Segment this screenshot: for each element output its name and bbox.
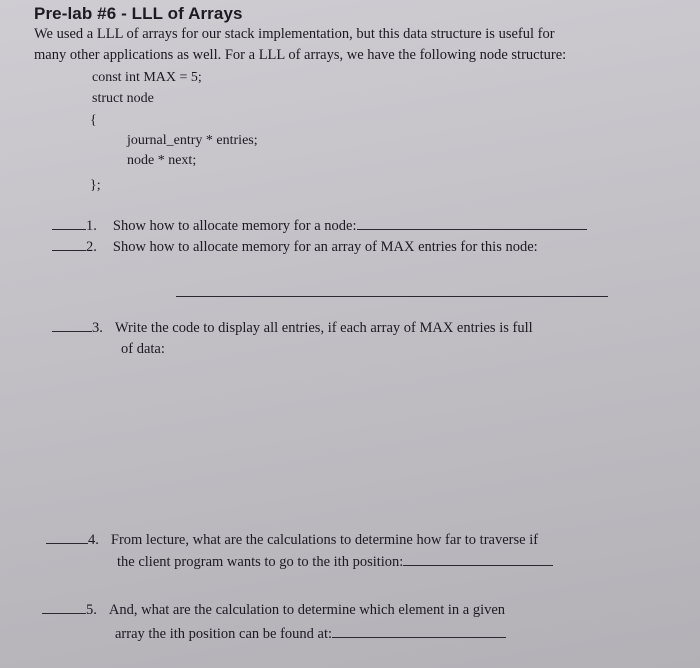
intro-paragraph <box>34 24 664 66</box>
question-2 <box>52 237 538 258</box>
answer-blank-5[interactable] <box>42 601 86 614</box>
question-5-line-1: And, what are the calculation to determine which element in a given <box>108 602 506 618</box>
question-1 <box>52 216 587 237</box>
question-1-text: Show how to allocate memory for a node: <box>112 218 357 234</box>
answer-line-4[interactable] <box>403 553 553 566</box>
question-4-line-1: From lecture, what are the calculations to determine how far to traverse if <box>110 532 539 548</box>
intro-line-2: many other applications as well. For a LLL of arrays, we have the following node structure: <box>34 47 567 63</box>
page-title: Pre-lab #6 - LLL of Arrays <box>34 4 243 23</box>
question-4-number: 4. <box>88 532 99 548</box>
code-const-line: const int MAX = 5; <box>92 70 202 85</box>
intro-line-1: We used a LLL of arrays for our stack implementation, but this data structure is useful for <box>34 26 555 42</box>
question-4-line-2: the client program wants to go to the ith position: <box>117 554 404 570</box>
answer-blank-1[interactable] <box>52 217 86 230</box>
code-struct-line: struct node <box>92 91 154 106</box>
answer-line-5[interactable] <box>332 625 506 638</box>
question-4-line-2-row <box>117 552 553 573</box>
question-1-number: 1. <box>86 218 97 234</box>
question-3-line-1: Write the code to display all entries, if each array of MAX entries is full <box>114 320 533 336</box>
question-5-line-2: array the ith position can be found at: <box>115 626 333 642</box>
question-4 <box>46 530 538 551</box>
answer-blank-3[interactable] <box>52 319 92 332</box>
answer-blank-2[interactable] <box>52 238 86 251</box>
answer-blank-4[interactable] <box>46 531 88 544</box>
question-2-number: 2. <box>86 239 97 255</box>
code-open-brace: { <box>90 113 97 128</box>
question-3-line-2: of data: <box>121 341 165 357</box>
question-3 <box>52 318 533 339</box>
question-2-text: Show how to allocate memory for an array of MAX entries for this node: <box>112 239 538 255</box>
question-5-line-2-row <box>115 624 506 645</box>
question-5-number: 5. <box>86 602 97 618</box>
answer-line-1[interactable] <box>357 217 587 230</box>
code-member-entries: journal_entry * entries; <box>127 133 258 148</box>
code-close-brace: }; <box>90 178 101 193</box>
answer-line-2[interactable] <box>176 296 608 297</box>
code-member-next: node * next; <box>127 153 197 168</box>
question-3-number: 3. <box>92 320 103 336</box>
question-5 <box>42 600 505 621</box>
